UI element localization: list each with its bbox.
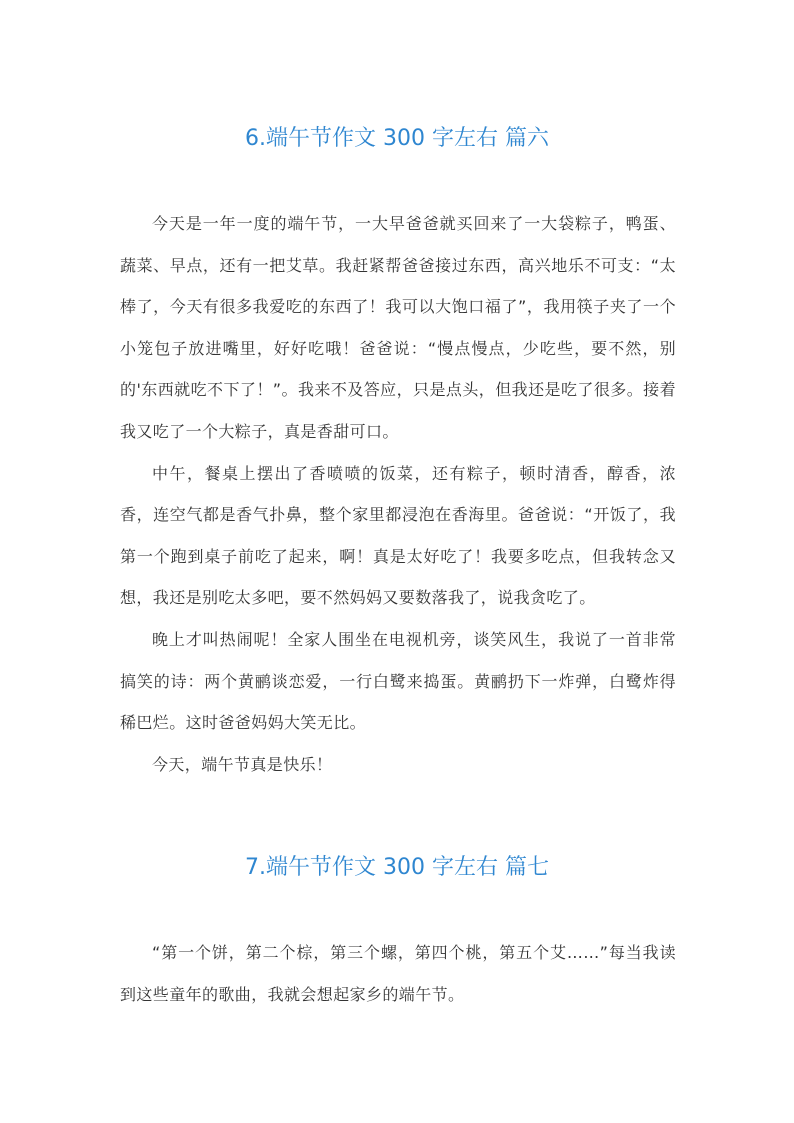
paragraph: 今天是一年一度的端午节，一大早爸爸就买回来了一大袋粽子，鸭蛋、蔬菜、早点，还有一把艾草。我赶紧帮爸爸接过东西，高兴地乐不可支：“太棒了，今天有很多我爱吃的东西了！我可以大饱口福了”，我用筷子夹了一个小笼包子放进嘴里，好好吃哦！爸爸说：“慢点慢点，少吃些，要不然，别的'东西就吃不下了！”。我来不及答应，只是点头，但我还是吃了很多。接着我又吃了一个大粽子，真是香甜可口。 [120,214,676,441]
paragraph: 今天，端午节真是快乐！ [152,754,333,774]
section-heading-7: 7.端午节作文 300 字左右 篇七 [245,855,549,880]
paragraph: 晚上才叫热闹呢！全家人围坐在电视机旁，谈笑风生，我说了一首非常搞笑的诗：两个黄鹂谈恋爱，一行白鹭来捣蛋。黄鹂扔下一炸弹，白鹭炸得稀巴烂。这时爸爸妈妈大笑无比。 [120,629,676,733]
section-heading-6: 6.端午节作文 300 字左右 篇六 [245,126,549,151]
section-body-7 [120,932,676,1015]
section-body-6 [120,203,676,785]
paragraph: 中午，餐桌上摆出了香喷喷的饭菜，还有粽子，顿时清香，醇香，浓香，连空气都是香气扑鼻，整个家里都浸泡在香海里。爸爸说：“开饭了，我第一个跑到桌子前吃了起来，啊！真是太好吃了！我要多吃点，但我转念又想，我还是别吃太多吧，要不然妈妈又要数落我了，说我贪吃了。 [120,463,676,608]
paragraph: “第一个饼，第二个棕，第三个螺，第四个桃，第五个艾……”每当我读到这些童年的歌曲，我就会想起家乡的端午节。 [120,943,676,1004]
